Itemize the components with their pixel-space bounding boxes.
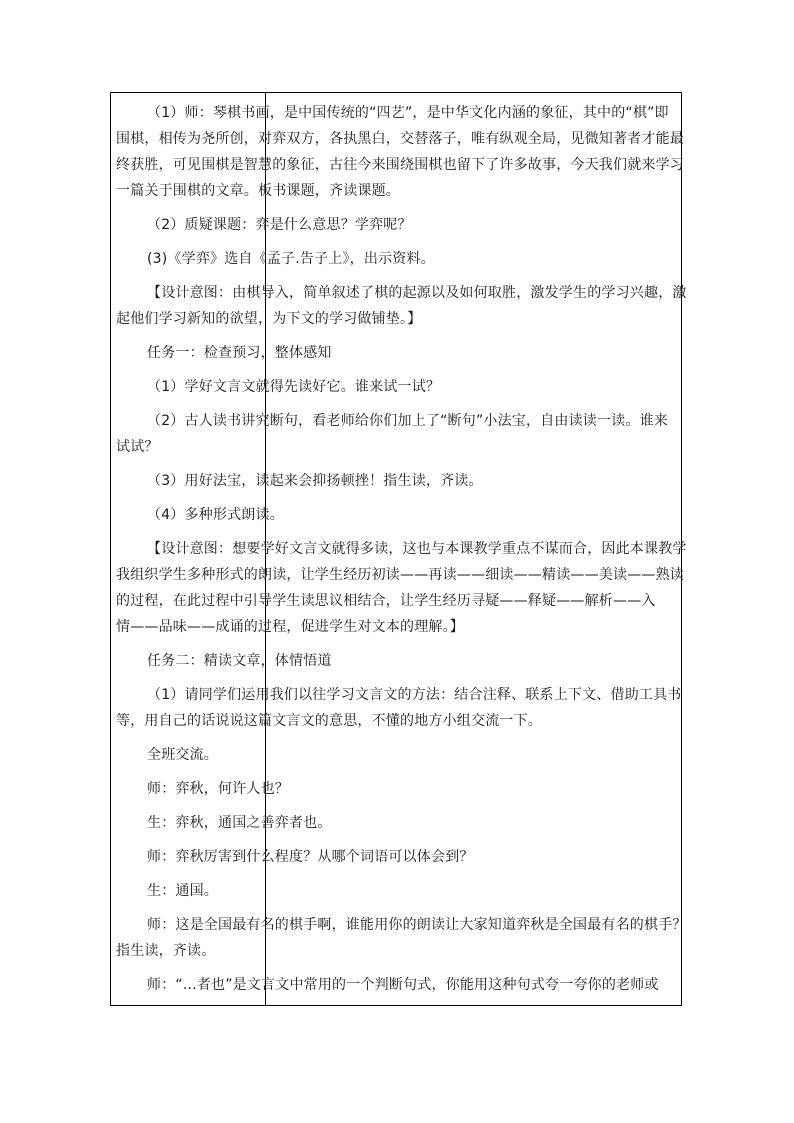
text-line: （2）古人读书讲究断句，看老师给你们加上了“断句”小法宝，自由读读一读。谁来 <box>147 413 669 429</box>
paragraph-design-intent-1 <box>116 280 687 332</box>
paragraph-question <box>116 212 678 238</box>
text-line: 生：弈秋，通国之善弈者也。 <box>147 815 332 831</box>
text-line: （1）学好文言文就得先读好它。谁来试一试？ <box>147 379 441 395</box>
paragraph-task-2-step-1 <box>116 682 682 734</box>
paragraph-class-exchange <box>116 742 678 768</box>
text-line: （1）请同学们运用我们以往学习文言文的方法：结合注释、联系上下文、借助工具书 <box>147 687 682 703</box>
text-line: 【设计意图：想要学好文言文就得多读，这也与本课教学重点不谋而合，因此本课教学 <box>147 541 687 557</box>
dialogue-teacher-4 <box>116 972 678 998</box>
text-line: 情——品味——成诵的过程，促进学生对文本的理解。】 <box>116 619 464 635</box>
text-line: 生：通国。 <box>147 883 218 899</box>
paragraph-task-1-step-4 <box>116 502 678 528</box>
paragraph-design-intent-2 <box>116 536 687 640</box>
paragraph-intro <box>116 100 684 204</box>
dialogue-teacher-2 <box>116 844 678 870</box>
text-line: (3)《学弈》选自《孟子.告子上》，出示资料。 <box>147 251 435 267</box>
text-line: 全班交流。 <box>147 747 218 763</box>
paragraph-task-1-title <box>116 340 678 366</box>
dialogue-teacher-1 <box>116 776 678 802</box>
text-line: 师：“...者也”是文言文中常用的一个判断句式，你能用这种句式夸一夸你的老师或 <box>147 977 659 993</box>
text-line: （4）多种形式朗读。 <box>147 507 284 523</box>
text-line: 师：弈秋，何许人也？ <box>147 781 289 797</box>
text-line: 围棋，相传为尧所创，对弈双方，各执黑白，交替落子，唯有纵观全局，见微知著者才能最 <box>116 131 684 147</box>
text-line: 任务二：精读文章，体情悟道 <box>147 653 332 669</box>
text-line: （3）用好法宝，读起来会抑扬顿挫！指生读，齐读。 <box>147 473 483 489</box>
paragraph-task-2-title <box>116 648 678 674</box>
dialogue-student-1 <box>116 810 678 836</box>
text-line: 师：这是全国最有名的棋手啊，谁能用你的朗读让大家知道弈秋是全国最有名的棋手？ <box>147 917 687 933</box>
text-line: 等，用自己的话说说这篇文言文的意思，不懂的地方小组交流一下。 <box>116 713 542 729</box>
text-line: （2）质疑课题：弈是什么意思？学弈呢？ <box>147 217 412 233</box>
text-line: 师：弈秋厉害到什么程度？从哪个词语可以体会到？ <box>147 849 474 865</box>
text-line: （1）师：琴棋书画，是中国传统的“四艺”，是中华文化内涵的象征，其中的“棋”即 <box>147 105 669 121</box>
paragraph-source <box>116 246 678 272</box>
text-line: 的过程，在此过程中引导学生读思议相结合，让学生经历寻疑——释疑——解析——入 <box>116 593 656 609</box>
text-line: 起他们学习新知的欲望，为下文的学习做铺垫。】 <box>116 311 422 327</box>
text-line: 一篇关于围棋的文章。板书课题，齐读课题。 <box>116 183 400 199</box>
dialogue-teacher-3 <box>116 912 687 964</box>
text-line: 终获胜，可见围棋是智慧的象征，古往今来围绕围棋也留下了许多故事，今天我们就来学习 <box>116 157 684 173</box>
paragraph-task-1-step-2 <box>116 408 678 460</box>
text-line: 【设计意图：由棋导入，简单叙述了棋的起源以及如何取胜，激发学生的学习兴趣，激 <box>147 285 687 301</box>
text-line: 指生读，齐读。 <box>116 943 216 959</box>
paragraph-task-1-step-3 <box>116 468 678 494</box>
text-line: 任务一：检查预习，整体感知 <box>147 345 332 361</box>
lesson-content <box>116 100 687 998</box>
text-line: 试试？ <box>116 439 159 455</box>
dialogue-student-2 <box>116 878 678 904</box>
text-line: 我组织学生多种形式的朗读，让学生经历初读——再读——细读——精读——美读——熟读 <box>116 567 684 583</box>
paragraph-task-1-step-1 <box>116 374 678 400</box>
